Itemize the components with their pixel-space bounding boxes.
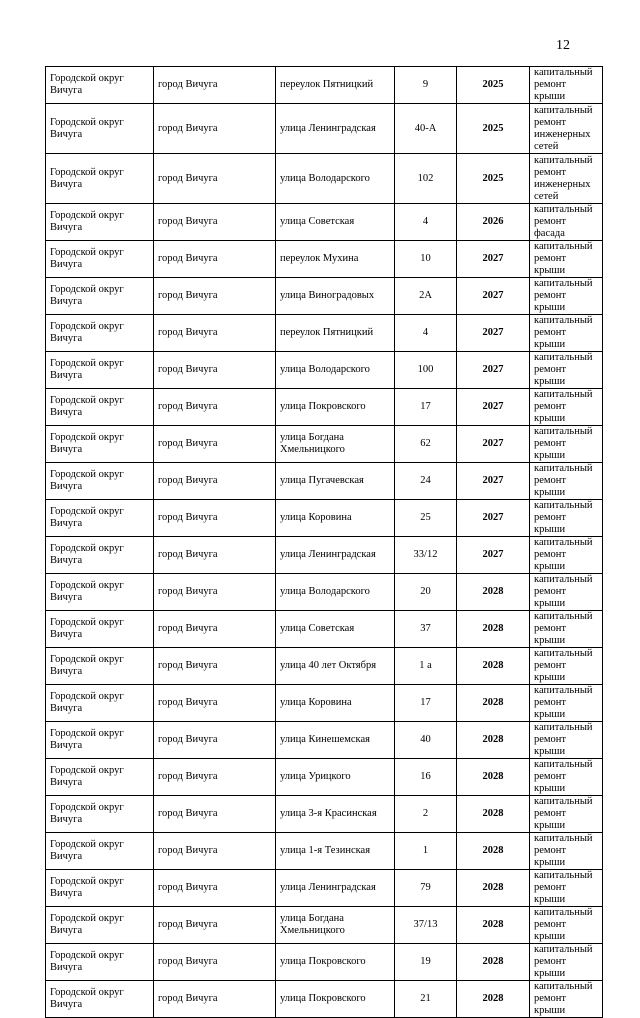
house-cell: 62 bbox=[395, 426, 457, 463]
district-cell: Городской округ Вичуга bbox=[46, 537, 154, 574]
table-row bbox=[46, 104, 603, 154]
work-type-cell: капитальный ремонт крыши bbox=[530, 685, 603, 722]
street-cell: улица Володарского bbox=[276, 574, 395, 611]
district-cell: Городской округ Вичуга bbox=[46, 426, 154, 463]
district-cell: Городской округ Вичуга bbox=[46, 907, 154, 944]
year-cell: 2027 bbox=[457, 241, 530, 278]
street-cell: переулок Мухина bbox=[276, 241, 395, 278]
year-cell: 2028 bbox=[457, 796, 530, 833]
work-type-cell: капитальный ремонт крыши bbox=[530, 648, 603, 685]
work-type-cell: капитальный ремонт крыши bbox=[530, 315, 603, 352]
street-cell: улица Богдана Хмельницкого bbox=[276, 907, 395, 944]
table-row bbox=[46, 796, 603, 833]
work-type-cell: капитальный ремонт крыши bbox=[530, 833, 603, 870]
house-cell: 100 bbox=[395, 352, 457, 389]
work-type-cell: капитальный ремонт инженерных сетей bbox=[530, 154, 603, 204]
house-cell: 2 bbox=[395, 796, 457, 833]
street-cell: улица 1-я Тезинская bbox=[276, 833, 395, 870]
street-cell: улица 3-я Красинская bbox=[276, 796, 395, 833]
table-row bbox=[46, 722, 603, 759]
street-cell: улица Ленинградская bbox=[276, 537, 395, 574]
city-cell: город Вичуга bbox=[154, 204, 276, 241]
city-cell: город Вичуга bbox=[154, 870, 276, 907]
house-cell: 10 bbox=[395, 241, 457, 278]
district-cell: Городской округ Вичуга bbox=[46, 981, 154, 1018]
work-type-cell: капитальный ремонт крыши bbox=[530, 426, 603, 463]
house-cell: 21 bbox=[395, 981, 457, 1018]
city-cell: город Вичуга bbox=[154, 426, 276, 463]
table-row bbox=[46, 981, 603, 1018]
work-type-cell: капитальный ремонт крыши bbox=[530, 870, 603, 907]
district-cell: Городской округ Вичуга bbox=[46, 611, 154, 648]
city-cell: город Вичуга bbox=[154, 537, 276, 574]
table-row bbox=[46, 154, 603, 204]
street-cell: улица Покровского bbox=[276, 981, 395, 1018]
street-cell: улица Виноградовых bbox=[276, 278, 395, 315]
year-cell: 2027 bbox=[457, 426, 530, 463]
district-cell: Городской округ Вичуга bbox=[46, 154, 154, 204]
table-row bbox=[46, 907, 603, 944]
city-cell: город Вичуга bbox=[154, 315, 276, 352]
street-cell: улица Покровского bbox=[276, 944, 395, 981]
year-cell: 2027 bbox=[457, 500, 530, 537]
street-cell: улица Володарского bbox=[276, 154, 395, 204]
work-type-cell: капитальный ремонт крыши bbox=[530, 278, 603, 315]
year-cell: 2027 bbox=[457, 278, 530, 315]
district-cell: Городской округ Вичуга bbox=[46, 796, 154, 833]
street-cell: улица Володарского bbox=[276, 352, 395, 389]
house-cell: 16 bbox=[395, 759, 457, 796]
year-cell: 2028 bbox=[457, 611, 530, 648]
table-row bbox=[46, 315, 603, 352]
house-cell: 40 bbox=[395, 722, 457, 759]
work-type-cell: капитальный ремонт крыши bbox=[530, 981, 603, 1018]
year-cell: 2028 bbox=[457, 722, 530, 759]
street-cell: улица Советская bbox=[276, 611, 395, 648]
city-cell: город Вичуга bbox=[154, 944, 276, 981]
city-cell: город Вичуга bbox=[154, 500, 276, 537]
table-row bbox=[46, 537, 603, 574]
year-cell: 2026 bbox=[457, 204, 530, 241]
table-row bbox=[46, 611, 603, 648]
house-cell: 9 bbox=[395, 67, 457, 104]
street-cell: улица Коровина bbox=[276, 685, 395, 722]
work-type-cell: капитальный ремонт крыши bbox=[530, 759, 603, 796]
year-cell: 2027 bbox=[457, 315, 530, 352]
house-cell: 40-А bbox=[395, 104, 457, 154]
table-row bbox=[46, 352, 603, 389]
district-cell: Городской округ Вичуга bbox=[46, 278, 154, 315]
district-cell: Городской округ Вичуга bbox=[46, 500, 154, 537]
work-type-cell: капитальный ремонт крыши bbox=[530, 389, 603, 426]
table-row bbox=[46, 463, 603, 500]
year-cell: 2028 bbox=[457, 944, 530, 981]
work-type-cell: капитальный ремонт крыши bbox=[530, 67, 603, 104]
house-cell: 33/12 bbox=[395, 537, 457, 574]
work-type-cell: капитальный ремонт крыши bbox=[530, 574, 603, 611]
year-cell: 2025 bbox=[457, 154, 530, 204]
district-cell: Городской округ Вичуга bbox=[46, 685, 154, 722]
city-cell: город Вичуга bbox=[154, 611, 276, 648]
work-type-cell: капитальный ремонт фасада bbox=[530, 204, 603, 241]
table-row bbox=[46, 833, 603, 870]
year-cell: 2027 bbox=[457, 352, 530, 389]
city-cell: город Вичуга bbox=[154, 907, 276, 944]
page-number: 12 bbox=[556, 38, 570, 53]
house-cell: 20 bbox=[395, 574, 457, 611]
house-cell: 37/13 bbox=[395, 907, 457, 944]
house-cell: 2А bbox=[395, 278, 457, 315]
district-cell: Городской округ Вичуга bbox=[46, 759, 154, 796]
district-cell: Городской округ Вичуга bbox=[46, 67, 154, 104]
street-cell: улица Советская bbox=[276, 204, 395, 241]
work-type-cell: капитальный ремонт крыши bbox=[530, 352, 603, 389]
district-cell: Городской округ Вичуга bbox=[46, 944, 154, 981]
district-cell: Городской округ Вичуга bbox=[46, 104, 154, 154]
table-row bbox=[46, 759, 603, 796]
district-cell: Городской округ Вичуга bbox=[46, 870, 154, 907]
house-cell: 37 bbox=[395, 611, 457, 648]
city-cell: город Вичуга bbox=[154, 154, 276, 204]
work-type-cell: капитальный ремонт крыши bbox=[530, 796, 603, 833]
year-cell: 2027 bbox=[457, 463, 530, 500]
city-cell: город Вичуга bbox=[154, 759, 276, 796]
table-row bbox=[46, 67, 603, 104]
city-cell: город Вичуга bbox=[154, 796, 276, 833]
table-row bbox=[46, 648, 603, 685]
street-cell: переулок Пятницкий bbox=[276, 67, 395, 104]
table-row bbox=[46, 204, 603, 241]
house-cell: 24 bbox=[395, 463, 457, 500]
district-cell: Городской округ Вичуга bbox=[46, 833, 154, 870]
street-cell: улица Урицкого bbox=[276, 759, 395, 796]
city-cell: город Вичуга bbox=[154, 981, 276, 1018]
street-cell: улица Ленинградская bbox=[276, 104, 395, 154]
house-cell: 102 bbox=[395, 154, 457, 204]
house-cell: 79 bbox=[395, 870, 457, 907]
district-cell: Городской округ Вичуга bbox=[46, 648, 154, 685]
table-row bbox=[46, 944, 603, 981]
table-row bbox=[46, 574, 603, 611]
work-type-cell: капитальный ремонт крыши bbox=[530, 722, 603, 759]
house-cell: 1 а bbox=[395, 648, 457, 685]
year-cell: 2027 bbox=[457, 389, 530, 426]
city-cell: город Вичуга bbox=[154, 389, 276, 426]
year-cell: 2028 bbox=[457, 981, 530, 1018]
street-cell: улица Ленинградская bbox=[276, 870, 395, 907]
work-type-cell: капитальный ремонт крыши bbox=[530, 944, 603, 981]
table-row bbox=[46, 426, 603, 463]
work-type-cell: капитальный ремонт крыши bbox=[530, 611, 603, 648]
year-cell: 2028 bbox=[457, 759, 530, 796]
district-cell: Городской округ Вичуга bbox=[46, 241, 154, 278]
city-cell: город Вичуга bbox=[154, 352, 276, 389]
table-row bbox=[46, 241, 603, 278]
street-cell: переулок Пятницкий bbox=[276, 315, 395, 352]
house-cell: 17 bbox=[395, 685, 457, 722]
street-cell: улица Богдана Хмельницкого bbox=[276, 426, 395, 463]
table-row bbox=[46, 500, 603, 537]
district-cell: Городской округ Вичуга bbox=[46, 574, 154, 611]
house-cell: 4 bbox=[395, 204, 457, 241]
district-cell: Городской округ Вичуга bbox=[46, 352, 154, 389]
year-cell: 2025 bbox=[457, 67, 530, 104]
work-type-cell: капитальный ремонт крыши bbox=[530, 241, 603, 278]
house-cell: 25 bbox=[395, 500, 457, 537]
district-cell: Городской округ Вичуга bbox=[46, 463, 154, 500]
table-row bbox=[46, 870, 603, 907]
table-row bbox=[46, 389, 603, 426]
house-cell: 17 bbox=[395, 389, 457, 426]
work-type-cell: капитальный ремонт инженерных сетей bbox=[530, 104, 603, 154]
table-row bbox=[46, 278, 603, 315]
city-cell: город Вичуга bbox=[154, 463, 276, 500]
year-cell: 2028 bbox=[457, 833, 530, 870]
city-cell: город Вичуга bbox=[154, 722, 276, 759]
year-cell: 2027 bbox=[457, 537, 530, 574]
table-row bbox=[46, 685, 603, 722]
work-type-cell: капитальный ремонт крыши bbox=[530, 537, 603, 574]
street-cell: улица Коровина bbox=[276, 500, 395, 537]
city-cell: город Вичуга bbox=[154, 104, 276, 154]
city-cell: город Вичуга bbox=[154, 241, 276, 278]
street-cell: улица Кинешемская bbox=[276, 722, 395, 759]
year-cell: 2028 bbox=[457, 574, 530, 611]
work-type-cell: капитальный ремонт крыши bbox=[530, 500, 603, 537]
city-cell: город Вичуга bbox=[154, 574, 276, 611]
city-cell: город Вичуга bbox=[154, 685, 276, 722]
work-type-cell: капитальный ремонт крыши bbox=[530, 907, 603, 944]
year-cell: 2028 bbox=[457, 907, 530, 944]
street-cell: улица Пугачевская bbox=[276, 463, 395, 500]
city-cell: город Вичуга bbox=[154, 648, 276, 685]
district-cell: Городской округ Вичуга bbox=[46, 315, 154, 352]
house-cell: 4 bbox=[395, 315, 457, 352]
repair-schedule-table bbox=[45, 66, 603, 1018]
street-cell: улица Покровского bbox=[276, 389, 395, 426]
year-cell: 2025 bbox=[457, 104, 530, 154]
year-cell: 2028 bbox=[457, 870, 530, 907]
city-cell: город Вичуга bbox=[154, 67, 276, 104]
district-cell: Городской округ Вичуга bbox=[46, 722, 154, 759]
year-cell: 2028 bbox=[457, 685, 530, 722]
house-cell: 1 bbox=[395, 833, 457, 870]
city-cell: город Вичуга bbox=[154, 833, 276, 870]
district-cell: Городской округ Вичуга bbox=[46, 389, 154, 426]
work-type-cell: капитальный ремонт крыши bbox=[530, 463, 603, 500]
street-cell: улица 40 лет Октября bbox=[276, 648, 395, 685]
district-cell: Городской округ Вичуга bbox=[46, 204, 154, 241]
year-cell: 2028 bbox=[457, 648, 530, 685]
house-cell: 19 bbox=[395, 944, 457, 981]
city-cell: город Вичуга bbox=[154, 278, 276, 315]
